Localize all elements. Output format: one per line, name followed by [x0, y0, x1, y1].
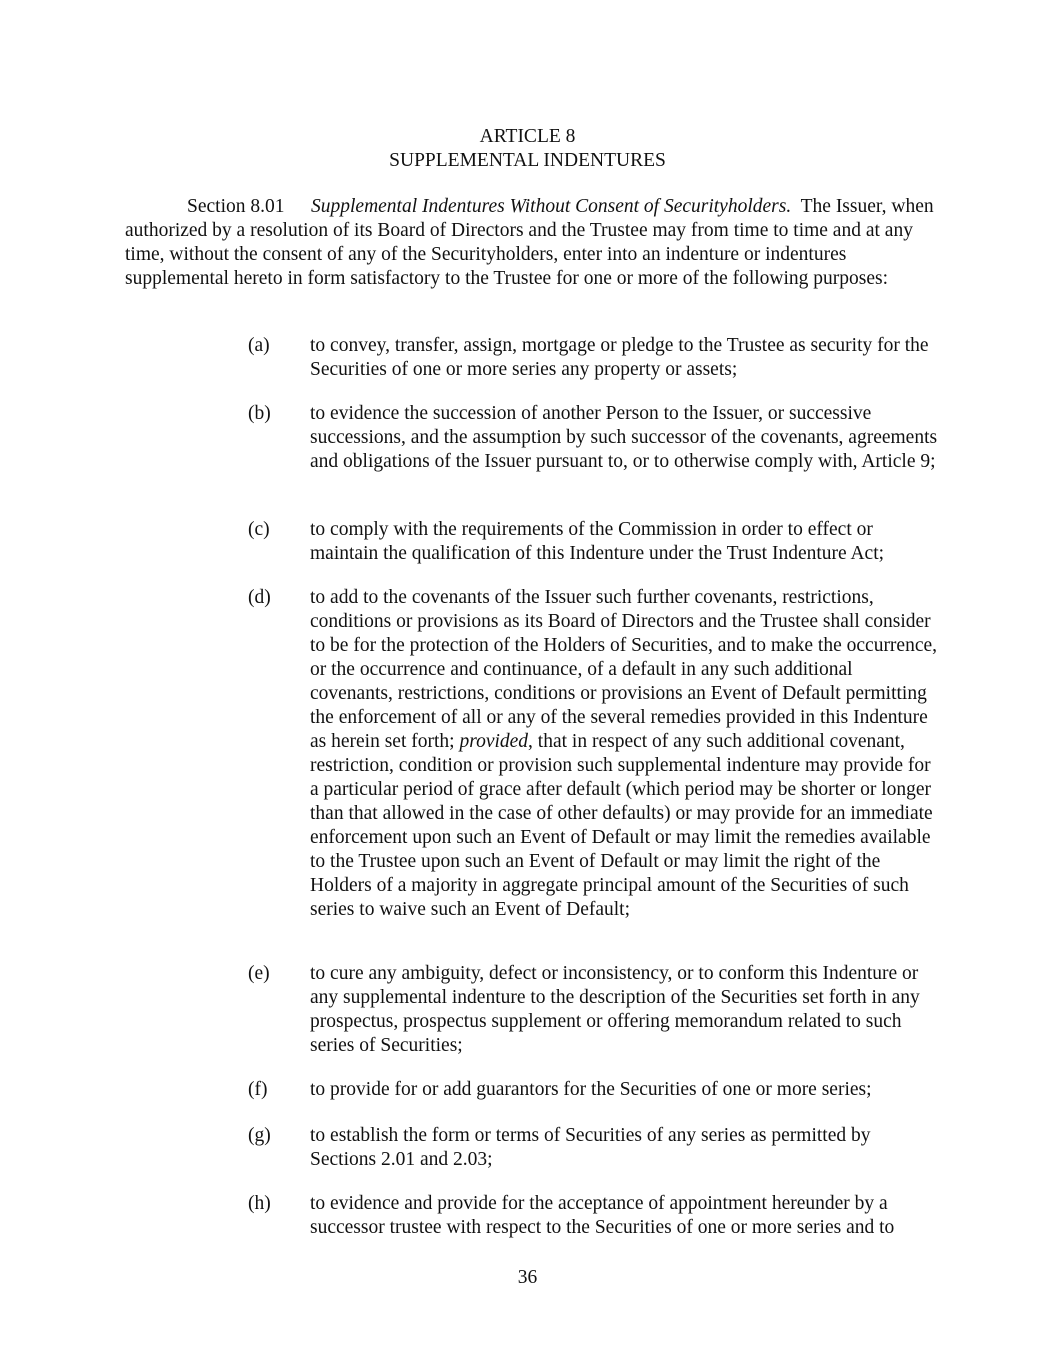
item-text: to establish the form or terms of Securities of any series as permitted by Sections 2.01 and 2.03; — [310, 1125, 871, 1170]
section-title: Supplemental Indentures Without Consent of Securityholders. — [311, 196, 792, 217]
item-text: to cure any ambiguity, defect or inconsistency, or to conform this Indenture or any supplemental indenture to the description of the Securities set forth in any prospectus, prospectus supplement or offering memorandum related to such series of Securities; — [310, 963, 920, 1056]
list-item-e — [248, 962, 938, 1058]
item-marker: (b) — [248, 403, 271, 424]
section-intro-text: The Issuer, when authorized by a resolution of its Board of Directors and the Trustee may from time to time and at any time, without the consent of any of the Securityholders, enter into an indenture or indentures supplemental hereto in form satisfactory to the Trustee for one or more of the following purposes: — [125, 196, 934, 289]
list-item-h — [248, 1192, 938, 1240]
item-text: to provide for or add guarantors for the Securities of one or more series; — [310, 1079, 872, 1100]
list-item-c — [248, 518, 938, 566]
item-text-before: to add to the covenants of the Issuer such further covenants, restrictions, conditions or provisions as its Board of Directors and the Trustee shall consider to be for the protection of the Holders of Securities, and to make the occurrence, or the occurrence and continuance, of a default in any such additional covenants, restrictions, conditions or provisions an Event of Default permitting the enforcement of all or any of the several remedies provided in this Indenture as herein set forth; — [310, 587, 938, 752]
page-number: 36 — [517, 1267, 538, 1288]
item-text: to convey, transfer, assign, mortgage or pledge to the Trustee as security for the Securities of one or more series any property or assets; — [310, 335, 929, 380]
item-marker: (a) — [248, 335, 270, 356]
list-item-b — [248, 402, 938, 474]
list-item-g — [248, 1124, 938, 1172]
item-marker: (f) — [248, 1079, 268, 1100]
item-text-italic: provided — [459, 731, 529, 752]
item-marker: (c) — [248, 519, 270, 540]
list-item-a — [248, 334, 938, 382]
item-marker: (g) — [248, 1125, 271, 1146]
list-item-f — [248, 1078, 938, 1102]
item-marker: (d) — [248, 587, 271, 608]
list-item-d — [248, 586, 938, 922]
article-number: ARTICLE 8 — [479, 126, 576, 147]
section-label: Section 8.01 — [187, 196, 285, 217]
item-marker: (h) — [248, 1193, 271, 1214]
article-title: SUPPLEMENTAL INDENTURES — [389, 150, 666, 171]
item-text: to evidence and provide for the acceptance of appointment hereunder by a successor trustee with respect to the Securities of one or more series and to — [310, 1193, 895, 1238]
item-text-after: , that in respect of any such additional covenant, restriction, condition or provision such supplemental indenture may provide for a particular period of grace after default (which period may be shorter or longer than that allowed in the case of other defaults) or may provide for an immediate enforcement upon such an Event of Default or may limit the remedies available to the Trustee upon such an Event of Default or may limit the right of the Holders of a majority in aggregate principal amount of the Securities of such series to waive such an Event of Default; — [310, 731, 933, 920]
item-text: to comply with the requirements of the Commission in order to effect or maintain the qualification of this Indenture under the Trust Indenture Act; — [310, 519, 885, 564]
item-marker: (e) — [248, 963, 270, 984]
item-text: to evidence the succession of another Person to the Issuer, or successive successions, and the assumption by such successor of the covenants, agreements and obligations of the Issuer pursuant to, or to otherwise comply with, Article 9; — [310, 403, 938, 472]
item-text — [310, 586, 938, 922]
section-8-01-paragraph — [125, 195, 935, 291]
